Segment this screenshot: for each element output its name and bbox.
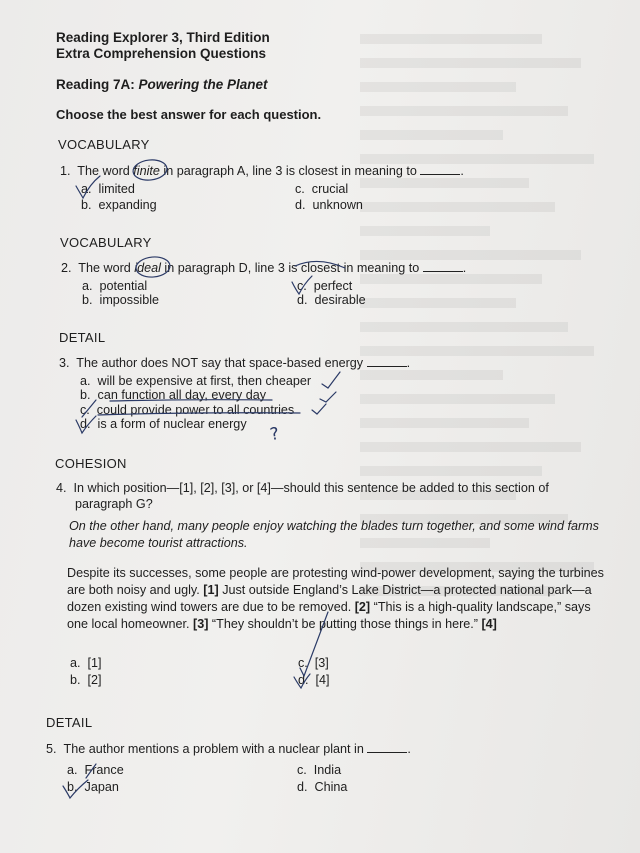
book-title: Reading Explorer 3, Third Edition bbox=[56, 30, 270, 45]
answer-blank bbox=[367, 355, 407, 367]
section-label-vocabulary-2: VOCABULARY bbox=[60, 235, 152, 250]
option-5c[interactable]: c. India bbox=[297, 763, 342, 777]
position-marker-2: [2] bbox=[354, 600, 371, 614]
position-marker-1: [1] bbox=[203, 583, 219, 597]
show-through-text bbox=[360, 20, 620, 840]
reading-label: Reading 7A: bbox=[56, 77, 135, 92]
option-3c[interactable]: c. could provide power to all countries bbox=[80, 403, 295, 417]
question-4-line1: In which position—[1], [2], [3], or [4]—should this sentence be added to this section of bbox=[73, 481, 549, 495]
option-5a[interactable]: a. France bbox=[67, 763, 124, 777]
section-label-detail-2: DETAIL bbox=[46, 715, 93, 730]
option-4c[interactable]: c. [3] bbox=[298, 656, 329, 670]
reading-title: Powering the Planet bbox=[138, 77, 268, 92]
option-1b[interactable]: b. expanding bbox=[81, 198, 157, 212]
question-3-number: 3. bbox=[59, 356, 70, 370]
question-2-pre: The word bbox=[78, 261, 135, 275]
option-1a[interactable]: a. limited bbox=[81, 182, 135, 196]
option-2c[interactable]: c. perfect bbox=[297, 279, 353, 293]
question-4-number: 4. bbox=[56, 481, 67, 495]
question-1-term: finite bbox=[133, 164, 160, 178]
check-mark-3a bbox=[322, 372, 340, 388]
question-3 bbox=[59, 355, 410, 370]
question-1-pre: The word bbox=[77, 164, 134, 178]
question-mark-annotation: ? bbox=[268, 423, 281, 446]
question-3-text: The author does NOT say that space-based energy bbox=[76, 356, 364, 370]
question-5 bbox=[46, 741, 411, 756]
option-3b[interactable]: b. can function all day, every day bbox=[80, 388, 266, 402]
option-3a[interactable]: a. will be expensive at first, then cheaper bbox=[80, 374, 312, 388]
question-1 bbox=[60, 163, 464, 178]
question-4 bbox=[56, 481, 549, 495]
option-4d[interactable]: d. [4] bbox=[298, 673, 330, 687]
passage-paragraph-g: Despite its successes, some people are protesting wind-power development, saying the turbines are both noisy and ugly. [1] Just outside England’s Lake District—a protected national park—a dozen existing wind towers are due to be removed. [2] “This is a high-quality landscape,” says one local homeowner. [3] “They shouldn’t be putting those things in here.” [4] bbox=[67, 566, 604, 631]
worksheet-subtitle: Extra Comprehension Questions bbox=[56, 46, 267, 61]
question-2-end: . bbox=[462, 261, 467, 275]
section-label-cohesion: COHESION bbox=[55, 456, 127, 471]
question-4-line2: paragraph G? bbox=[75, 497, 153, 511]
question-2-term: ideal bbox=[134, 261, 161, 275]
option-2a[interactable]: a. potential bbox=[82, 279, 148, 293]
question-1-end: . bbox=[460, 164, 464, 178]
option-2d[interactable]: d. desirable bbox=[297, 293, 366, 307]
instructions: Choose the best answer for each question. bbox=[56, 107, 322, 122]
question-2-number: 2. bbox=[61, 261, 72, 275]
question-3-end: . bbox=[406, 356, 411, 370]
reading-heading bbox=[56, 77, 268, 92]
section-label-detail-1: DETAIL bbox=[59, 330, 106, 345]
option-1c[interactable]: c. crucial bbox=[295, 182, 349, 196]
option-4a[interactable]: a. [1] bbox=[70, 656, 102, 670]
question-2 bbox=[61, 260, 466, 275]
option-1d[interactable]: d. unknown bbox=[295, 198, 363, 212]
option-3d[interactable]: d. is a form of nuclear energy bbox=[80, 417, 247, 431]
question-5-text: The author mentions a problem with a nuclear plant in bbox=[63, 742, 364, 756]
question-1-number: 1. bbox=[60, 164, 71, 178]
question-1-post: in paragraph A, line 3 is closest in meaning to bbox=[159, 164, 417, 178]
position-marker-3: [3] bbox=[193, 617, 209, 631]
insert-sentence: On the other hand, many people enjoy watching the blades turn together, and some wind farms have become tourist attractions. bbox=[69, 519, 599, 550]
option-2b[interactable]: b. impossible bbox=[82, 293, 160, 307]
position-marker-4: [4] bbox=[481, 617, 497, 631]
answer-blank bbox=[420, 163, 460, 175]
section-label-vocabulary-1: VOCABULARY bbox=[58, 137, 150, 152]
check-mark-3b bbox=[320, 392, 336, 402]
question-5-number: 5. bbox=[46, 742, 57, 756]
answer-blank bbox=[423, 260, 463, 272]
question-5-end: . bbox=[407, 742, 411, 756]
answer-blank bbox=[367, 741, 407, 753]
option-5b[interactable]: b. Japan bbox=[67, 780, 119, 794]
option-4b[interactable]: b. [2] bbox=[70, 673, 102, 687]
check-mark-3c bbox=[312, 404, 326, 414]
option-5d[interactable]: d. China bbox=[297, 780, 348, 794]
question-2-post: in paragraph D, line 3 is closest in meaning to bbox=[160, 261, 420, 275]
